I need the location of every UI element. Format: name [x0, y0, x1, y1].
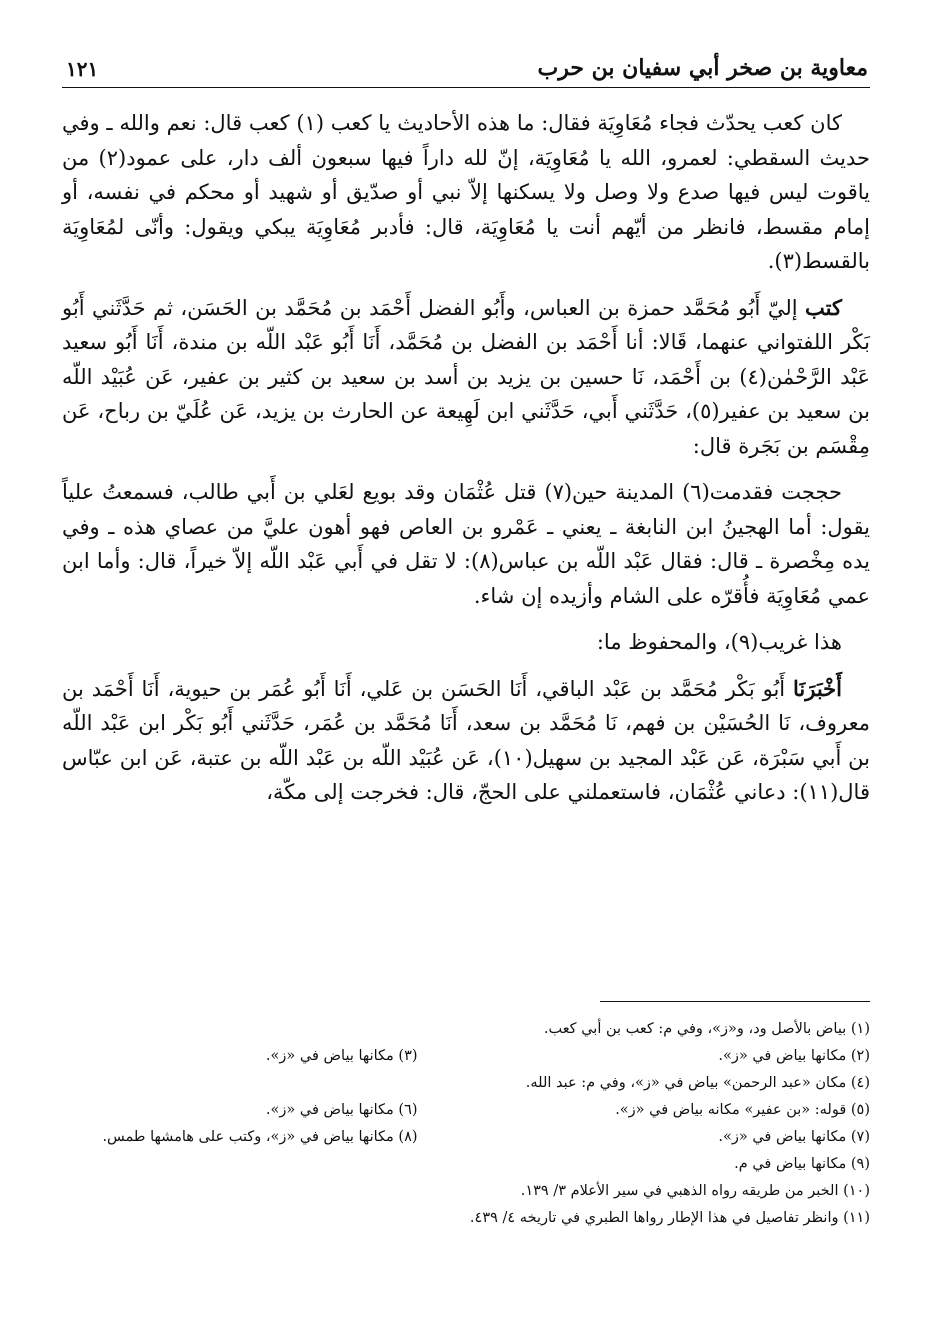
footnote: (١١) وانظر تفاصيل في هذا الإطار رواها الطبري في تاريخه ٤/ ٤٣٩. [469, 1210, 870, 1226]
footnote: (٦) مكانها بياض في «ز». [265, 1102, 418, 1118]
document-page [62, 48, 870, 1288]
footnote: (٧) مكانها بياض في «ز». [718, 1129, 870, 1145]
footnote-row [62, 1178, 870, 1205]
footnote-row [62, 1016, 870, 1043]
paragraph [62, 625, 870, 660]
paragraph-lead: كتب [805, 294, 842, 320]
paragraph-text: هذا غريب(٩)، والمحفوظ ما: [596, 630, 842, 654]
footnote: (٩) مكانها بياض في م. [734, 1156, 870, 1172]
paragraph [62, 672, 870, 810]
footnote-divider [600, 1001, 870, 1002]
paragraph-text: أَبُو بَكْر مُحَمَّد بن عَبْد الباقي، أَنَا الحَسَن بن عَلي، أَنَا أَبُو عُمَر بن حيوية، أَنَا أَحْمَد بن معروف، نَا الحُسَيْن بن فهم، نَا مُحَمَّد بن سعد، أَنَا مُحَمَّد بن عُمَر، حَدَّثَني أَبُو بَكْر ابن عَبْد اللّه بن أَبي سَبْرَة، عَن عَبْد المجيد بن سهيل(١٠)، عَن عُبَيْد اللّه بن عَبْد اللّه بن عتبة، عَن ابن عبّاس قال(١١): دعاني عُثْمَان، فاستعملني على الحجّ، قال: فخرجت إلى مكّة، [62, 676, 870, 804]
footnote-row [62, 1205, 870, 1232]
footnote: (٤) مكان «عبد الرحمن» بياض في «ز»، وفي م: عبد الله. [525, 1075, 870, 1091]
footnote: (١) بياض بالأصل ود، و«ز»، وفي م: كعب بن أبي كعب. [543, 1021, 870, 1037]
main-text [62, 106, 870, 810]
footnote: (٥) قوله: «بن عفير» مكانه بياض في «ز». [615, 1102, 870, 1118]
footnote-row [62, 1151, 870, 1178]
footnote: (٣) مكانها بياض في «ز». [265, 1048, 418, 1064]
paragraph-text: حججت فقدمت(٦) المدينة حين(٧) قتل عُثْمَان وقد بويع لعَلي بن أَبي طالب، فسمعتُ علياً يقول: أما الهجينُ ابن النابغة ـ يعني ـ عَمْرو بن العاص فهو أهون عليَّ من عصاي هذه ـ وفي يده مِخْصرة ـ قال: فقال عَبْد اللّه بن عباس(٨): لا تقل في أَبي عَبْد اللّه إلاّ خيراً، قال: وأما ابن عمي مُعَاوِيَة فأُقرّه على الشام وأزيده إن شاء. [62, 480, 871, 608]
paragraph-lead: أَخْبَرَنَا [793, 675, 842, 701]
page-number: ١٢١ [66, 57, 99, 81]
footnote: (٨) مكانها بياض في «ز»، وكتب على هامشها طمس. [102, 1129, 418, 1145]
footnote: (٢) مكانها بياض في «ز». [718, 1048, 870, 1064]
paragraph-text: كان كعب يحدّث فجاء مُعَاوِيَة فقال: ما هذه الأحاديث يا كعب (١) كعب قال: نعم والله ـ وفي حديث السقطي: لعمرو، الله يا مُعَاوِيَة، إنّ لله داراً فيها سبعون ألف دار، على عمود(٢) من ياقوت ليس فيها صدع ولا وصل ولا يسكنها إلاّ نبي أو صدّيق أو شهيد أو محكم في نفسه، أو إمام مقسط، فانظر من أيّهم أنت يا مُعَاوِيَة، قال: فأدبر مُعَاوِيَة يبكي ويقول: وأنّى لمُعَاوِيَة بالقسط(٣). [62, 111, 871, 273]
paragraph-text: إليّ أَبُو مُحَمَّد حمزة بن العباس، وأَبُو الفضل أَحْمَد بن مُحَمَّد بن الحَسَن، ثم حَدَّثَني أَبُو بَكْر اللفتواني عنهما، قَالا: أنا أَحْمَد بن الفضل بن مُحَمَّد، أَنَا أَبُو عَبْد اللّه بن مندة، أَنَا أَبُو سعيد عَبْد الرَّحْمٰن(٤) بن أَحْمَد، نَا حسين بن يزيد بن أسد بن سعيد بن كثير بن عفير، عَن عُبَيْد اللّه بن سعيد بن عفير(٥)، حَدَّثَني أَبي، حَدَّثَني ابن لَهِيعة عن الحارث بن يزيد، عَن عُلَيّ بن رباح، عَن مِقْسَم بن بَجَرة قال: [62, 295, 871, 458]
paragraph [62, 475, 870, 613]
footnote-row [62, 1043, 870, 1070]
header-title: معاوية بن صخر أبي سفيان بن حرب [537, 55, 868, 81]
footnote-row [62, 1097, 870, 1124]
running-header [62, 48, 870, 88]
paragraph [62, 106, 870, 279]
footnote-row [62, 1124, 870, 1151]
footnotes [62, 1001, 870, 1232]
footnote: (١٠) الخبر من طريقه رواه الذهبي في سير الأعلام ٣/ ١٣٩. [520, 1183, 870, 1199]
footnote-row [62, 1070, 870, 1097]
paragraph [62, 291, 870, 464]
